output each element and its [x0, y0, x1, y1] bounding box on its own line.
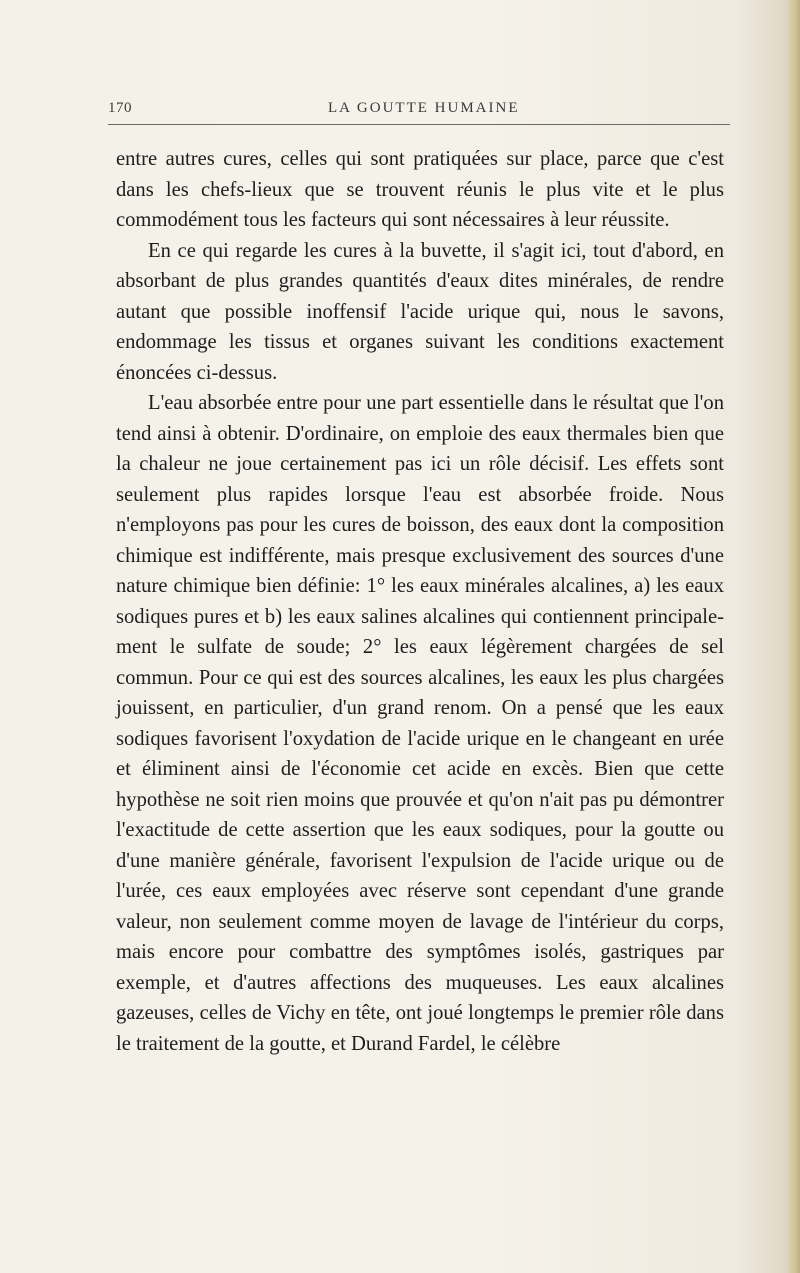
paragraph-buvette: En ce qui regarde les cures à la buvette, il s'agit ici, tout d'abord, en absorbant de plus grandes quantités d'eaux dites minérales, de rendre autant que possible inoffensif l'acide urique qui, nous le savons, endommage les tissus et organes suivant les conditions exactement énoncées ci-dessus. [116, 239, 724, 384]
body-text [116, 144, 724, 1059]
paragraph-eau-absorbee: L'eau absorbée entre pour une part essentielle dans le résultat que l'on tend ainsi à obtenir. D'ordinaire, on emploie des eaux thermales bien que la chaleur ne joue certainement pas ici un rôle décisif. Les effets sont seulement plus rapides lorsque l'eau est absorbée froide. Nous n'employons pas pour les cures de boisson, des eaux dont la composition chimique est indifférente, mais presque exclusivement des sources d'une nature chimique bien définie: 1° les eaux minérales alcalines, a) les eaux sodiques pures et b) les eaux salines alcalines qui contiennent principale-ment le sulfate de soude; 2° les eaux légèrement chargées de sel commun. Pour ce qui est des sources alcalines, les eaux les plus chargées jouissent, en particulier, d'un grand renom. On a pensé que les eaux sodiques favorisent l'oxydation de l'acide urique en le changeant en urée et éliminent ainsi de l'économie cet acide en excès. Bien que cette hypothèse ne soit rien moins que prouvée et qu'on n'ait pas pu démontrer l'exactitude de cette assertion que les eaux sodiques, pour la goutte ou d'une manière générale, favorisent l'expulsion de l'acide urique ou de l'urée, ces eaux employées avec réserve sont cependant d'une grande valeur, non seulement comme moyen de lavage de l'intérieur du corps, mais encore pour combattre des symptômes isolés, gastriques par exemple, et d'autres affections des muqueuses. Les eaux alcalines gazeuses, celles de Vichy en tête, ont joué longtemps le premier rôle dans le traitement de la goutte, et Durand Fardel, le célèbre [116, 392, 724, 1055]
running-title: LA GOUTTE HUMAINE [328, 100, 520, 116]
paragraph-continued: entre autres cures, celles qui sont pratiquées sur place, parce que c'est dans les chefs-lieux que se trouvent réunis le plus vite et le plus commodément tous les facteurs qui sont nécessaires à leur réussite. [116, 148, 724, 231]
header-rule [108, 124, 730, 125]
page-edge-shadow [786, 0, 800, 1273]
page-number: 170 [108, 100, 132, 116]
page-header [108, 96, 730, 130]
